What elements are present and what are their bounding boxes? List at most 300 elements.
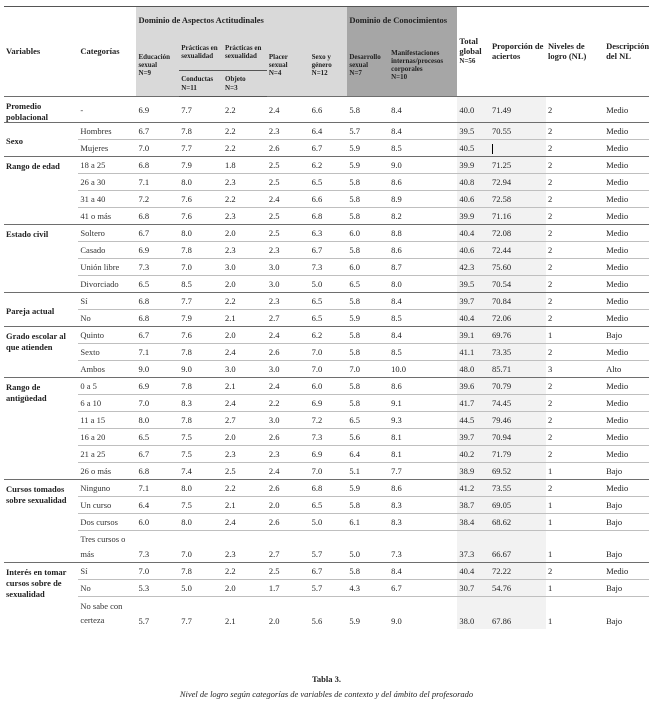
value-cell: 1 [546, 580, 604, 597]
value-cell: Medio [604, 395, 649, 412]
value-cell: 1.7 [267, 580, 310, 597]
value-cell: 7.3 [136, 259, 179, 276]
value-cell: 2 [546, 344, 604, 361]
category-cell: Divorciado [78, 276, 136, 293]
value-cell: 2.4 [267, 378, 310, 395]
value-cell: 67.86 [490, 597, 546, 629]
value-cell: 7.5 [179, 429, 223, 446]
value-cell: 7.8 [179, 123, 223, 140]
value-cell: Medio [604, 276, 649, 293]
value-cell: 6.7 [389, 580, 457, 597]
value-cell: 6.9 [310, 395, 348, 412]
value-cell: 6.6 [310, 97, 348, 123]
value-cell: 71.25 [490, 157, 546, 174]
table-row [4, 514, 649, 531]
value-cell: 73.55 [490, 480, 546, 497]
header-placer-sexual: Placer sexual N=4 [267, 35, 310, 97]
value-cell: 5.0 [179, 580, 223, 597]
results-table [4, 6, 649, 629]
category-cell: Sí [78, 293, 136, 310]
table-row [4, 310, 649, 327]
header-variables: Variables [4, 7, 78, 97]
category-cell: No [78, 580, 136, 597]
value-cell: 8.7 [389, 259, 457, 276]
value-cell: 2.2 [223, 123, 267, 140]
value-cell: Bajo [604, 463, 649, 480]
value-cell: 40.2 [457, 446, 490, 463]
value-cell: 8.0 [136, 412, 179, 429]
variable-name: Cursos tomados sobre sexualidad [4, 480, 78, 563]
value-cell: 7.6 [179, 208, 223, 225]
value-cell: 7.0 [310, 463, 348, 480]
header-descripcion: Descripción del NL [604, 7, 649, 97]
value-cell: 6.8 [136, 293, 179, 310]
value-cell: 6.0 [136, 514, 179, 531]
value-cell: 85.71 [490, 361, 546, 378]
value-cell: 7.0 [347, 361, 389, 378]
value-cell: 6.7 [136, 327, 179, 344]
value-cell: 5.8 [347, 497, 389, 514]
value-cell: 8.3 [389, 497, 457, 514]
category-cell: Ambos [78, 361, 136, 378]
value-cell: 2.7 [267, 531, 310, 563]
category-cell: 18 a 25 [78, 157, 136, 174]
value-cell: 40.6 [457, 242, 490, 259]
value-cell: 2.5 [267, 157, 310, 174]
value-cell: 70.79 [490, 378, 546, 395]
header-conductas: Conductas N=11 [179, 71, 223, 97]
value-cell: 5.6 [347, 429, 389, 446]
value-cell: 2 [546, 446, 604, 463]
value-cell: Medio [604, 242, 649, 259]
value-cell: 5.9 [347, 157, 389, 174]
value-cell: 71.79 [490, 446, 546, 463]
table-row [4, 378, 649, 395]
value-cell: 9.1 [389, 395, 457, 412]
header-manifestaciones: Manifestaciones internas/procesos corporales N=10 [389, 35, 457, 97]
value-cell: 2 [546, 140, 604, 157]
table-row [4, 191, 649, 208]
header-dominio-actitudinal: Dominio de Aspectos Actitudinales [136, 7, 347, 35]
value-cell: 2.3 [267, 123, 310, 140]
variable-name: Rango de antigüedad [4, 378, 78, 480]
category-cell: Dos cursos [78, 514, 136, 531]
value-cell: 2.5 [267, 174, 310, 191]
value-cell: 2.3 [223, 531, 267, 563]
table-header [4, 7, 649, 97]
value-cell: 7.0 [179, 259, 223, 276]
value-cell: 2.1 [223, 378, 267, 395]
value-cell: Medio [604, 191, 649, 208]
value-cell: 9.0 [136, 361, 179, 378]
value-cell: 7.5 [179, 497, 223, 514]
value-cell: 40.5 [457, 140, 490, 157]
table-row [4, 497, 649, 514]
category-cell: Ninguno [78, 480, 136, 497]
value-cell: 70.94 [490, 429, 546, 446]
value-cell: 2 [546, 242, 604, 259]
value-cell: 8.4 [389, 327, 457, 344]
value-cell: 6.8 [136, 463, 179, 480]
value-cell: 2.3 [223, 174, 267, 191]
value-cell: 6.7 [136, 225, 179, 242]
table-row [4, 225, 649, 242]
value-cell: 39.7 [457, 429, 490, 446]
category-cell: Sí [78, 563, 136, 580]
value-cell: 2.6 [267, 344, 310, 361]
value-cell: 8.9 [389, 191, 457, 208]
value-cell: 7.7 [179, 293, 223, 310]
value-cell: 7.0 [310, 361, 348, 378]
caption-subtitle: Nivel de logro según categorías de variables de contexto y del ámbito del profesorado [179, 689, 474, 699]
value-cell: 2 [546, 276, 604, 293]
value-cell: 5.8 [347, 293, 389, 310]
value-cell: 1 [546, 327, 604, 344]
value-cell: 1 [546, 463, 604, 480]
category-cell: Quinto [78, 327, 136, 344]
category-cell: - [78, 97, 136, 123]
value-cell: 2 [546, 429, 604, 446]
value-cell: 2.0 [223, 276, 267, 293]
value-cell: 8.6 [389, 378, 457, 395]
value-cell: 5.9 [347, 140, 389, 157]
value-cell: 3.0 [267, 259, 310, 276]
value-cell: 73.35 [490, 344, 546, 361]
value-cell: 8.1 [389, 446, 457, 463]
value-cell: 5.1 [347, 463, 389, 480]
value-cell: 8.1 [389, 429, 457, 446]
value-cell: 71.16 [490, 208, 546, 225]
header-total-global: Total global N=56 [457, 7, 490, 97]
value-cell: 38.0 [457, 597, 490, 629]
value-cell: 8.6 [389, 242, 457, 259]
value-cell: 2.4 [223, 395, 267, 412]
value-cell: 66.67 [490, 531, 546, 563]
value-cell: 8.4 [389, 123, 457, 140]
table-row [4, 597, 649, 629]
value-cell: 7.3 [389, 531, 457, 563]
value-cell: Bajo [604, 597, 649, 629]
value-cell: 6.7 [310, 140, 348, 157]
variable-name: Grado escolar al que atienden [4, 327, 78, 378]
value-cell: 2.6 [267, 140, 310, 157]
value-cell: 41.1 [457, 344, 490, 361]
value-cell: Bajo [604, 531, 649, 563]
value-cell: 9.0 [179, 361, 223, 378]
category-cell: 41 o más [78, 208, 136, 225]
category-cell: 16 a 20 [78, 429, 136, 446]
table-row [4, 429, 649, 446]
table-row [4, 361, 649, 378]
variable-name: Rango de edad [4, 157, 78, 225]
value-cell: 69.76 [490, 327, 546, 344]
value-cell: 7.8 [179, 412, 223, 429]
value-cell: 7.7 [389, 463, 457, 480]
value-cell: 2.4 [267, 191, 310, 208]
value-cell: 7.8 [179, 378, 223, 395]
value-cell: 5.8 [347, 344, 389, 361]
value-cell: 5.9 [347, 310, 389, 327]
variable-name: Estado civil [4, 225, 78, 293]
value-cell: 6.2 [310, 327, 348, 344]
value-cell: 6.4 [347, 446, 389, 463]
table-row [4, 344, 649, 361]
value-cell: Bajo [604, 327, 649, 344]
value-cell: 2.1 [223, 310, 267, 327]
value-cell: 40.4 [457, 225, 490, 242]
value-cell: 2.2 [223, 563, 267, 580]
value-cell: 7.9 [179, 310, 223, 327]
value-cell: 2.2 [223, 480, 267, 497]
value-cell: Medio [604, 446, 649, 463]
value-cell: 2.7 [267, 310, 310, 327]
table-row [4, 563, 649, 580]
value-cell: 7.0 [179, 531, 223, 563]
value-cell: Medio [604, 174, 649, 191]
value-cell: 69.52 [490, 463, 546, 480]
value-cell: 1 [546, 514, 604, 531]
value-cell: 2.2 [223, 191, 267, 208]
table-row [4, 463, 649, 480]
value-cell: 8.6 [389, 174, 457, 191]
value-cell: 39.9 [457, 208, 490, 225]
value-cell: 2.3 [223, 242, 267, 259]
value-cell: 10.0 [389, 361, 457, 378]
value-cell: Medio [604, 563, 649, 580]
value-cell: 2.1 [223, 497, 267, 514]
value-cell: 5.0 [347, 531, 389, 563]
value-cell: 7.7 [179, 97, 223, 123]
variable-name: Interés en tomar cursos sobre de sexualidad [4, 563, 78, 629]
value-cell: 6.9 [136, 242, 179, 259]
category-cell: No sabe con certeza [78, 597, 136, 629]
value-cell: 5.8 [347, 563, 389, 580]
value-cell: 7.1 [136, 480, 179, 497]
value-cell: Bajo [604, 580, 649, 597]
category-cell: Soltero [78, 225, 136, 242]
value-cell: Medio [604, 310, 649, 327]
value-cell: 6.6 [310, 191, 348, 208]
value-cell: 39.9 [457, 157, 490, 174]
value-cell: 6.7 [136, 123, 179, 140]
value-cell: 6.0 [310, 378, 348, 395]
value-cell: 8.5 [389, 140, 457, 157]
value-cell: 42.3 [457, 259, 490, 276]
value-cell: 79.46 [490, 412, 546, 429]
value-cell: 8.4 [389, 563, 457, 580]
value-cell: 2.3 [223, 446, 267, 463]
header-categorias: Categorías [78, 7, 136, 97]
value-cell: 39.6 [457, 378, 490, 395]
value-cell: 1 [546, 597, 604, 629]
value-cell: 5.8 [347, 208, 389, 225]
value-cell: 8.0 [179, 514, 223, 531]
value-cell: 72.08 [490, 225, 546, 242]
value-cell: 6.5 [310, 497, 348, 514]
value-cell: Bajo [604, 497, 649, 514]
value-cell: 41.7 [457, 395, 490, 412]
header-desarrollo-sexual: Desarrollo sexual N=7 [347, 35, 389, 97]
table-row [4, 412, 649, 429]
table-row [4, 480, 649, 497]
value-cell: 38.4 [457, 514, 490, 531]
value-cell: 6.5 [136, 429, 179, 446]
value-cell: 2.0 [223, 580, 267, 597]
value-cell: 2.6 [267, 480, 310, 497]
value-cell: 40.4 [457, 310, 490, 327]
category-cell: 11 a 15 [78, 412, 136, 429]
value-cell: Medio [604, 97, 649, 123]
value-cell: Alto [604, 361, 649, 378]
value-cell: 71.49 [490, 97, 546, 123]
value-cell: 30.7 [457, 580, 490, 597]
value-cell: 2 [546, 191, 604, 208]
value-cell: 6.2 [310, 157, 348, 174]
value-cell: 8.8 [389, 225, 457, 242]
value-cell: 68.62 [490, 514, 546, 531]
table-row [4, 327, 649, 344]
value-cell: 2.1 [223, 597, 267, 629]
value-cell: 44.5 [457, 412, 490, 429]
value-cell: 5.8 [347, 395, 389, 412]
value-cell: 37.3 [457, 531, 490, 563]
value-cell: 72.58 [490, 191, 546, 208]
value-cell: 7.4 [179, 463, 223, 480]
value-cell: 7.8 [179, 344, 223, 361]
category-cell: Casado [78, 242, 136, 259]
value-cell: 5.7 [136, 597, 179, 629]
value-cell: 3.0 [267, 361, 310, 378]
value-cell: 7.3 [310, 259, 348, 276]
value-cell: 39.1 [457, 327, 490, 344]
value-cell: 39.5 [457, 276, 490, 293]
value-cell: 7.1 [136, 174, 179, 191]
value-cell: 7.7 [179, 140, 223, 157]
value-cell: 3 [546, 361, 604, 378]
value-cell: 2.2 [267, 395, 310, 412]
value-cell: 6.5 [310, 293, 348, 310]
value-cell: 8.0 [179, 480, 223, 497]
table-row [4, 174, 649, 191]
category-cell: 26 a 30 [78, 174, 136, 191]
value-cell: 2.7 [223, 412, 267, 429]
value-cell: 6.5 [347, 276, 389, 293]
value-cell: 2.0 [223, 429, 267, 446]
value-cell: 9.0 [389, 157, 457, 174]
value-cell: 48.0 [457, 361, 490, 378]
category-cell: Mujeres [78, 140, 136, 157]
value-cell: 2.4 [223, 514, 267, 531]
value-cell: 7.2 [310, 412, 348, 429]
table-row [4, 123, 649, 140]
value-cell: 5.7 [310, 531, 348, 563]
table-row [4, 140, 649, 157]
table-row [4, 580, 649, 597]
caption-title: Tabla 3. [312, 674, 341, 684]
value-cell: 7.0 [136, 395, 179, 412]
header-dominio-conocimientos: Dominio de Conocimientos [347, 7, 457, 35]
value-cell: 75.60 [490, 259, 546, 276]
value-cell: 8.3 [179, 395, 223, 412]
value-cell [490, 140, 546, 157]
category-cell: Sexto [78, 344, 136, 361]
value-cell: 8.5 [179, 276, 223, 293]
category-cell: Hombres [78, 123, 136, 140]
category-cell: 26 o más [78, 463, 136, 480]
value-cell: 2.3 [267, 293, 310, 310]
header-niveles: Niveles de logro (NL) [546, 7, 604, 97]
text-cursor-icon [492, 144, 493, 154]
value-cell: Medio [604, 208, 649, 225]
value-cell: 2.3 [267, 446, 310, 463]
header-sexo-genero: Sexo y género N=12 [310, 35, 348, 97]
value-cell: 3.0 [267, 276, 310, 293]
category-cell: 21 a 25 [78, 446, 136, 463]
value-cell: 8.0 [389, 276, 457, 293]
value-cell: 6.8 [136, 310, 179, 327]
value-cell: 8.4 [389, 293, 457, 310]
value-cell: 4.3 [347, 580, 389, 597]
variable-name: Pareja actual [4, 293, 78, 327]
value-cell: 2.5 [223, 463, 267, 480]
value-cell: 2 [546, 293, 604, 310]
value-cell: 70.54 [490, 276, 546, 293]
value-cell: 6.3 [310, 225, 348, 242]
value-cell: 2 [546, 395, 604, 412]
value-cell: 3.0 [267, 412, 310, 429]
value-cell: 6.4 [310, 123, 348, 140]
value-cell: 5.8 [347, 378, 389, 395]
value-cell: 6.7 [310, 563, 348, 580]
value-cell: 6.8 [310, 480, 348, 497]
value-cell: 6.8 [310, 208, 348, 225]
value-cell: 6.5 [310, 174, 348, 191]
table-row [4, 208, 649, 225]
variable-name: Sexo [4, 123, 78, 157]
value-cell: 5.0 [310, 276, 348, 293]
value-cell: 7.2 [136, 191, 179, 208]
table-row [4, 97, 649, 123]
value-cell: 6.5 [347, 412, 389, 429]
value-cell: 5.0 [310, 514, 348, 531]
value-cell: 70.84 [490, 293, 546, 310]
value-cell: 2.5 [267, 208, 310, 225]
value-cell: 38.9 [457, 463, 490, 480]
value-cell: Medio [604, 480, 649, 497]
value-cell: 2.0 [223, 327, 267, 344]
value-cell: Medio [604, 344, 649, 361]
value-cell: 38.7 [457, 497, 490, 514]
value-cell: Medio [604, 378, 649, 395]
table-row [4, 446, 649, 463]
value-cell: 6.7 [310, 242, 348, 259]
value-cell: 2.0 [267, 597, 310, 629]
value-cell: 1 [546, 497, 604, 514]
value-cell: 2 [546, 208, 604, 225]
value-cell: 8.2 [389, 208, 457, 225]
value-cell: 5.8 [347, 242, 389, 259]
value-cell: 5.8 [347, 327, 389, 344]
value-cell: 2 [546, 563, 604, 580]
value-cell: 2.4 [223, 344, 267, 361]
value-cell: 40.0 [457, 97, 490, 123]
value-cell: 2 [546, 225, 604, 242]
value-cell: 5.7 [347, 123, 389, 140]
value-cell: 7.0 [136, 563, 179, 580]
value-cell: 5.3 [136, 580, 179, 597]
value-cell: 2 [546, 174, 604, 191]
header-practicas-objeto-top: Prácticas en sexualidad [223, 35, 267, 71]
